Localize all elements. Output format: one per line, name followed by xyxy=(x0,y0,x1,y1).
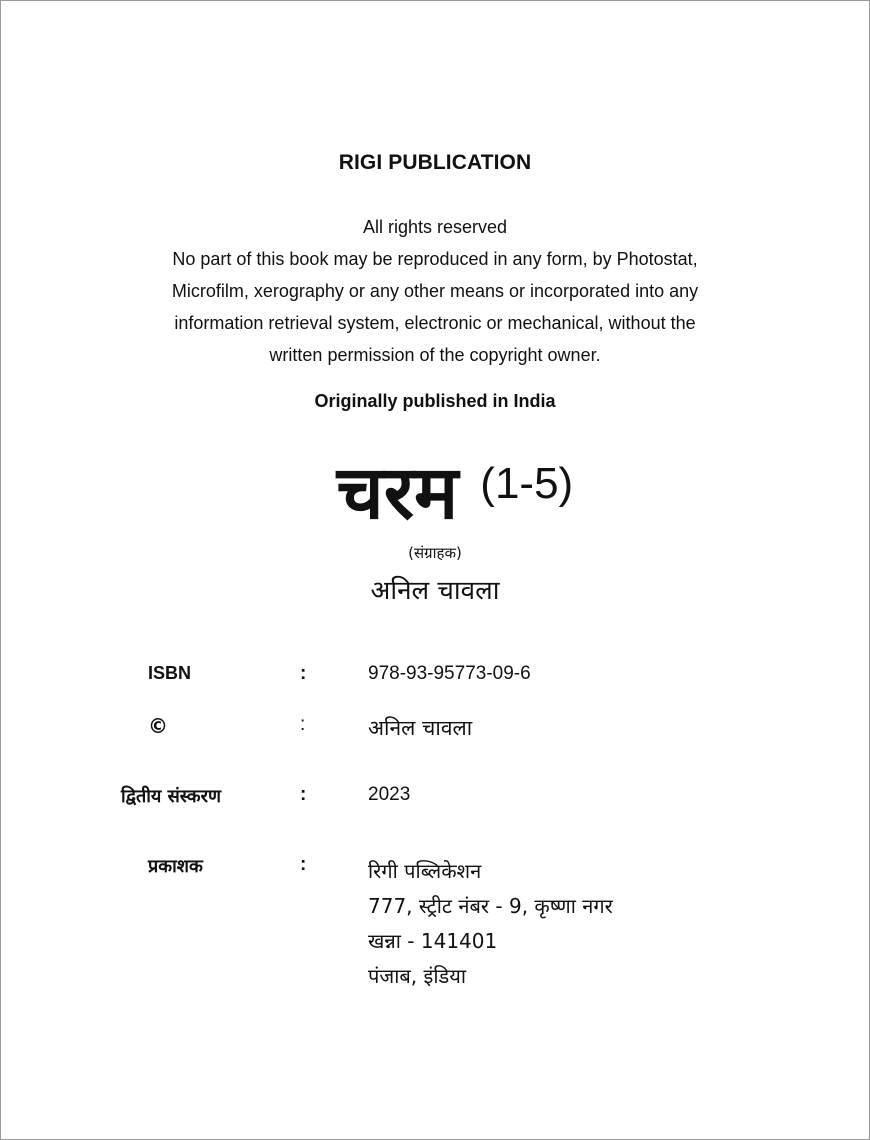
edition-row xyxy=(1,784,869,824)
copyright-symbol-icon: © xyxy=(148,714,168,738)
compiler-name: अनिल चावला xyxy=(370,576,500,606)
publisher-row xyxy=(1,854,869,988)
rights-notice-line: No part of this book may be reproduced in any form, by Photostat, xyxy=(172,249,698,269)
address-street: 777, स्ट्रीट नंबर - 9, कृष्णा नगर xyxy=(368,894,613,918)
isbn-colon: : xyxy=(300,663,307,684)
isbn-label: ISBN xyxy=(148,663,192,683)
publisher-colon: : xyxy=(300,854,307,875)
rights-notice-line: Microfilm, xerography or any other means or incorporated into any xyxy=(171,281,699,301)
isbn-row xyxy=(1,663,869,703)
book-title-volumes: (1-5) xyxy=(480,458,574,508)
copyright-colon: : xyxy=(300,714,306,735)
copyright-row xyxy=(1,714,869,754)
rights-notice-line: information retrieval system, electronic or mechanical, without the xyxy=(174,313,696,333)
rights-reserved-line: All rights reserved xyxy=(362,217,508,237)
rights-notice-line: written permission of the copyright owner. xyxy=(269,345,601,365)
edition-year: 2023 xyxy=(368,784,411,805)
book-title xyxy=(1,439,869,540)
edition-colon: : xyxy=(300,784,307,805)
copyright-holder: अनिल चावला xyxy=(368,716,473,740)
edition-label: द्वितीय संस्करण xyxy=(121,786,222,807)
publisher-name: रिगी पब्लिकेशन xyxy=(368,859,482,883)
address-state-country: पंजाब, इंडिया xyxy=(368,964,466,988)
publisher-heading: RIGI PUBLICATION xyxy=(338,151,532,174)
book-title-main: चरम xyxy=(336,450,459,536)
publisher-address xyxy=(368,854,613,994)
compiler-role: (संग्राहक) xyxy=(408,544,462,562)
isbn-value: 978-93-95773-09-6 xyxy=(368,663,531,684)
origin-statement: Originally published in India xyxy=(314,391,556,411)
publisher-label: प्रकाशक xyxy=(148,856,203,877)
address-city-pin: खन्ना - 141401 xyxy=(368,929,498,953)
